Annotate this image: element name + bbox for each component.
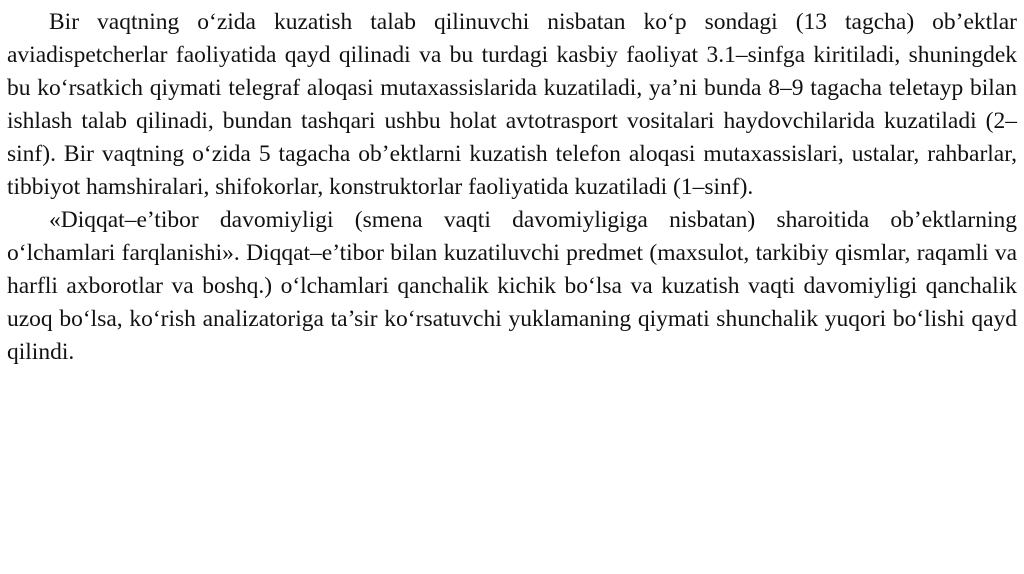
paragraph-1: Bir vaqtning o‘zida kuzatish talab qilinuvchi nisbatan ko‘p sondagi (13 tagcha) ob’ektlar aviadispetcherlar faoliyatida qayd qilinadi va bu turdagi kasbiy faoliyat 3.1–sinfga kiritiladi, shuningdek bu ko‘rsatkich qiymati telegraf aloqasi mutaxassislarida kuzatiladi, ya’ni bunda 8–9 tagacha teletayp bilan ishlash talab qilinadi, bundan tashqari ushbu holat avtotrasport vositalari haydovchilarida kuzatiladi (2–sinf). Bir vaqtning o‘zida 5 tagacha ob’ektlarni kuzatish telefon aloqasi mutaxassislari, ustalar, rahbarlar, tibbiyot hamshiralari, shifokorlar, konstruktorlar faoliyatida kuzatiladi (1–sinf). [7,9,1017,200]
paragraph-2: «Diqqat–e’tibor davomiyligi (smena vaqti davomiyligiga nisbatan) sharoitida ob’ektlarning o‘lchamlari farqlanishi». Diqqat–e’tibor bilan kuzatiluvchi predmet (maxsulot, tarkibiy qismlar, raqamli va harfli axborotlar va boshq.) o‘lchamlari qanchalik kichik bo‘lsa va kuzatish vaqti davomiyligi qanchalik uzoq bo‘lsa, ko‘rish analizatoriga ta’sir ko‘rsatuvchi yuklamaning qiymati shunchalik yuqori bo‘lishi qayd qilindi. [7,207,1017,365]
document-page [7,6,1017,369]
